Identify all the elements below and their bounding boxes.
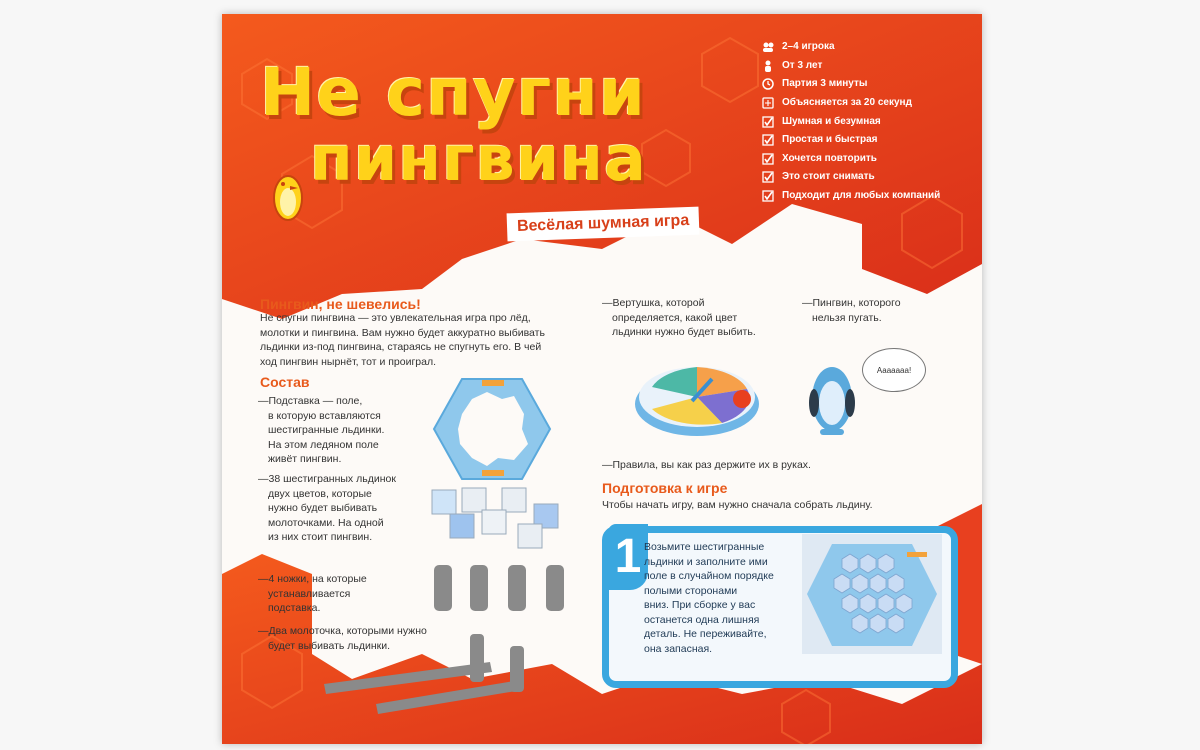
players-icon <box>762 41 774 53</box>
check-icon <box>762 190 774 202</box>
check-icon <box>762 116 774 128</box>
timer-icon <box>762 97 774 109</box>
hammers-illustration <box>320 624 560 714</box>
check-icon <box>762 134 774 146</box>
ice-blocks-illustration <box>422 484 572 554</box>
feature-item: Партия 3 минуты <box>762 75 940 94</box>
contents-item-ice-blocks: — 38 шестигранных льдинок двух цветов, которые нужно будет выбивать молоточками. На одной из них стоит пингвин. <box>258 472 418 545</box>
feature-item: Это стоит снимать <box>762 168 940 187</box>
penguin-description: — Пингвин, которого нельзя пугать. <box>802 296 942 325</box>
spinner-description: — Вертушка, которой определяется, какой цвет льдинки нужно будет выбить. <box>602 296 782 340</box>
board-illustration <box>432 374 552 484</box>
check-icon <box>762 153 774 165</box>
penguin-illustration <box>802 359 862 439</box>
legs-illustration <box>426 559 576 619</box>
intro-paragraph: Не спугни пингвина — это увлекательная игра про лёд, молотки и пингвина. Вам нужно будет аккуратно выбивать льдинки из-под пингвина, стараясь не спугнуть его. В чей ход пингвин нырнёт, тот и проиграл. <box>260 312 545 368</box>
penguin-logo-icon <box>268 164 308 224</box>
age-icon <box>762 60 774 72</box>
spinner-illustration <box>632 349 762 439</box>
setup-intro: Чтобы начать игру, вам нужно сначала собрать льдину. <box>602 499 873 511</box>
game-title-line1: Не спугни <box>260 54 647 131</box>
penguin-speech-bubble: Ааааааа! <box>862 348 926 392</box>
game-rules-sheet <box>222 14 982 744</box>
features-list <box>762 38 940 205</box>
feature-item: Шумная и безумная <box>762 112 940 131</box>
contents-heading: Состав <box>260 374 310 390</box>
contents-item-board: — Подставка — поле, в которую вставляются шестигранные льдинки. На этом ледяном поле живёт пингвин. <box>258 394 418 467</box>
setup-step-text: Возьмите шестигранные льдинки и заполните ими поле в случайном порядке полыми сторонами вниз. При сборке у вас останется одна лишняя деталь. Не переживайте, она запасная. <box>644 541 774 655</box>
clock-icon <box>762 78 774 90</box>
assembled-board-photo <box>802 534 942 654</box>
feature-item: Простая и быстрая <box>762 131 940 150</box>
game-title-line2: пингвина <box>310 122 647 195</box>
rules-description: — Правила, вы как раз держите их в руках. <box>602 458 942 473</box>
check-icon <box>762 171 774 183</box>
feature-item: 2–4 игрока <box>762 38 940 57</box>
game-subtitle: Весёлая шумная игра <box>507 207 700 242</box>
feature-item: Объясняется за 20 секунд <box>762 94 940 113</box>
feature-item: От 3 лет <box>762 57 940 76</box>
intro-heading: Пингвин, не шевелись! <box>260 296 421 312</box>
feature-item: Хочется повторить <box>762 150 940 169</box>
setup-heading: Подготовка к игре <box>602 480 728 496</box>
feature-item: Подходит для любых компаний <box>762 187 940 206</box>
setup-step-number: 1 <box>608 524 648 590</box>
contents-item-hammers: — Два молоточка, которыми нужно будет выбивать льдинки. <box>258 624 478 653</box>
contents-item-legs: — 4 ножки, на которые устанавливается подставка. <box>258 572 418 616</box>
